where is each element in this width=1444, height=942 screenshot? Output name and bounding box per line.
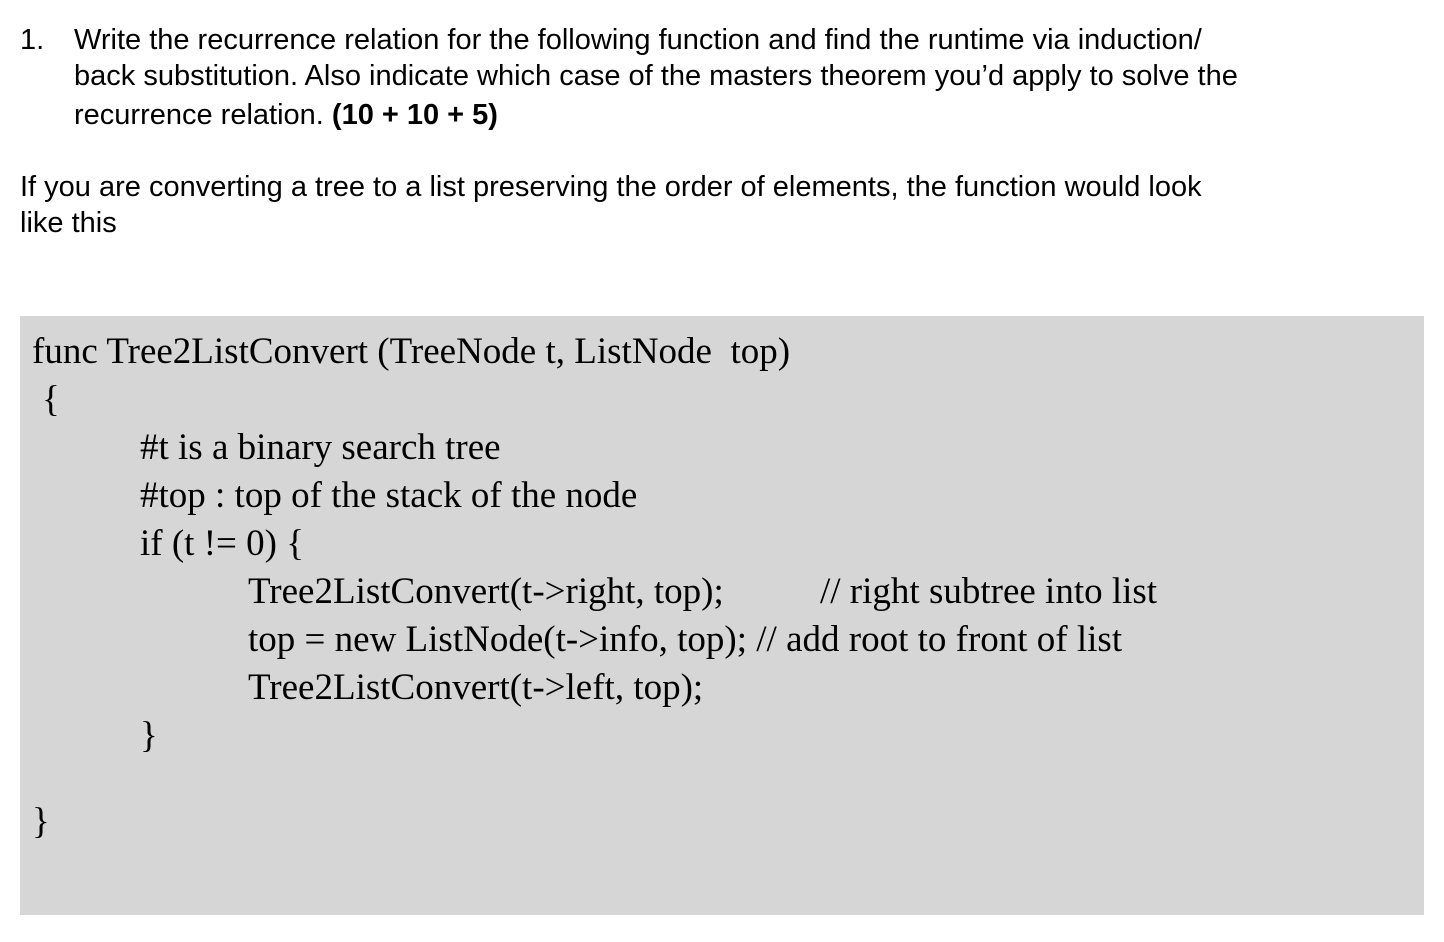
code-call-right-comment: // right subtree into list xyxy=(820,571,1158,612)
question-line-3 xyxy=(74,97,1430,133)
code-call-right: Tree2ListConvert(t->right, top); xyxy=(248,571,724,612)
intro-line-2: like this xyxy=(20,207,117,239)
code-if-close: } xyxy=(140,715,158,756)
code-block xyxy=(20,316,1424,915)
question-line-3-text: recurrence relation. xyxy=(74,99,324,131)
intro-line-1: If you are converting a tree to a list preserving the order of elements, the function would look xyxy=(20,171,1202,203)
code-call-left: Tree2ListConvert(t->left, top); xyxy=(248,667,704,708)
code-if-line: if (t != 0) { xyxy=(140,523,304,564)
question-number: 1. xyxy=(20,24,45,56)
code-comment-t: #t is a binary search tree xyxy=(140,427,501,468)
code-close-brace: } xyxy=(32,801,50,842)
question-marks: (10 + 10 + 5) xyxy=(331,99,498,131)
code-comment-top: #top : top of the stack of the node xyxy=(140,475,638,516)
question-text xyxy=(74,22,1430,133)
question-line-1: Write the recurrence relation for the following function and find the runtime via induction/ xyxy=(74,24,1202,56)
question-line-2: back substitution. Also indicate which case of the masters theorem you’d apply to solve the xyxy=(74,60,1238,92)
intro-paragraph xyxy=(20,169,1420,241)
code-open-brace: { xyxy=(42,379,60,420)
code-signature: func Tree2ListConvert (TreeNode t, ListNode top) xyxy=(32,331,791,372)
code-assign-top: top = new ListNode(t->info, top); // add root to front of list xyxy=(248,619,1123,660)
